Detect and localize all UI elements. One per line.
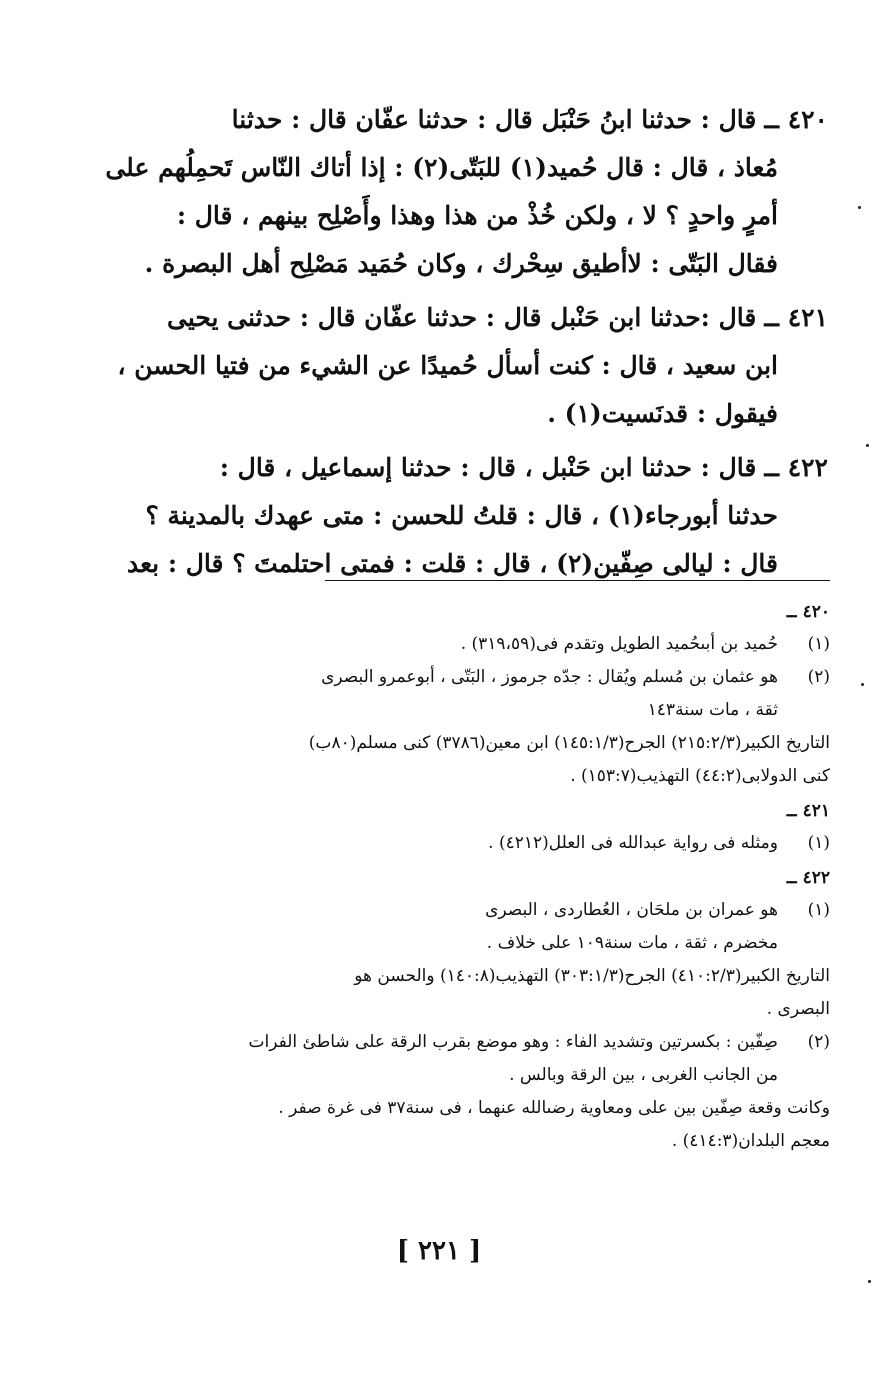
footnote-line: وكانت وقعة صِفّين بين على ومعاوية رضىالله عنهما ، فى سنة٣٧ فى غرة صفر . (278, 1098, 830, 1118)
footnote-heading: ٤٢٢ ــ (786, 868, 830, 888)
scan-speck (861, 683, 864, 686)
footnote-continuation (145, 727, 830, 793)
footnote-divider (325, 580, 830, 581)
text-line: حدثنا أبورجاء(١) ، قال : قلتُ للحسن : متى عهدك بالمدينة ؟ (145, 501, 778, 530)
footnote-heading: ٤٢١ ــ (786, 801, 830, 821)
text-line (145, 96, 828, 144)
footnote-body (145, 727, 830, 793)
text-line: مُعاذ ، قال : قال حُميد(١) للبَتّى(٢) : إذا أتاك النّاس تَحمِلُهم على (105, 153, 778, 182)
text-line (145, 294, 828, 342)
footnote-body (145, 960, 830, 1026)
text-line: قال : ليالى صِفّين(٢) ، قال : قلت : فمتى احتلمتَ ؟ قال : بعد (126, 549, 778, 578)
line-text: قال : حدثنا ابن حَنْبل ، قال : حدثنا إسماعيل ، قال : (219, 453, 757, 482)
text-line (145, 444, 828, 492)
entry-number: ٤٢٠ ــ (764, 105, 828, 134)
text-line: أمرٍ واحدٍ ؟ لا ، ولكن خُذْ من هذا وهذا وأَصْلِح بينهم ، قال : (176, 201, 778, 230)
entry-422 (126, 444, 828, 588)
footnote-body (145, 827, 778, 860)
footnote-continuation (145, 960, 830, 1026)
footnote-line: ثقة ، مات سنة١٤٣ (647, 700, 778, 720)
text-line: ابن سعيد ، قال : كنت أسأل حُميدًا عن الشيء من فتيا الحسن ، (117, 351, 778, 380)
footnote-mark: (٢) (807, 1032, 830, 1052)
footnote (145, 661, 830, 727)
scan-speck (868, 1280, 871, 1283)
footnote-group-421 (145, 795, 830, 860)
line-text: قال : حدثنا ابنُ حَنْبَل قال : حدثنا عفّان قال : حدثنا (231, 105, 757, 134)
footnote-line: صِفّين : بكسرتين وتشديد الفاء : وهو موضع بقرب الرقة على شاطئ الفرات (248, 1032, 778, 1052)
page-number: [ ٢٢١ ] (396, 1236, 482, 1266)
footnote-line: ومثله فى رواية عبدالله فى العلل(٤٢١٢) . (488, 833, 778, 853)
scan-speck (858, 206, 861, 209)
footnote (145, 628, 830, 661)
footnote-line: هو عثمان بن مُسلم ويُقال : جدّه جرموز ، البَتّى ، أبوعمرو البصرى (321, 667, 778, 687)
main-text (105, 96, 828, 594)
footnote-line: التاريخ الكبير(٤١٠:٢/٣) الجرح(٣٠٣:١/٣) التهذيب(١٤٠:٨) والحسن هو (354, 966, 830, 986)
footnote-group-420 (145, 596, 830, 793)
footnote (145, 894, 830, 960)
footnote-line: التاريخ الكبير(٢١٥:٢/٣) الجرح(١٤٥:١/٣) ابن معين(٣٧٨٦) كنى مسلم(٨٠ب) (308, 733, 830, 753)
footnote-line: حُميد بن أبىحُميد الطويل وتقدم فى(٣١٩،٥٩) . (460, 634, 778, 654)
footnote-body (145, 1092, 830, 1158)
footnote-mark: (٢) (807, 667, 830, 687)
footnote-line: البصرى . (766, 999, 830, 1019)
footnote-group-422 (145, 862, 830, 1158)
footnote-heading: ٤٢٠ ــ (786, 602, 830, 622)
footnote-body (145, 628, 778, 661)
footnote-mark: (١) (807, 833, 830, 853)
text-line: فقال البَتّى : لاأطيق سِحْرك ، وكان حُمَيد مَصْلِح أهل البصرة . (144, 249, 778, 278)
footnote (145, 827, 830, 860)
entry-420 (105, 96, 828, 288)
footnote-continuation (145, 1092, 830, 1158)
footnote-line: معجم البلدان(٤١٤:٣) . (671, 1131, 830, 1151)
footnote-line: كنى الدولابى(٤٤:٢) التهذيب(١٥٣:٧) . (570, 766, 830, 786)
footnote-line: مخضرم ، ثقة ، مات سنة١٠٩ على خلاف . (486, 933, 778, 953)
footnote-body (145, 661, 778, 727)
footnote-line: من الجانب الغربى ، بين الرقة وبالس . (509, 1065, 778, 1085)
footnotes (145, 596, 830, 1160)
line-text: قال :حدثنا ابن حَنْبل قال : حدثنا عفّان قال : حدثنى يحيى (166, 303, 757, 332)
text-line: فيقول : قدنَسيت(١) . (547, 399, 778, 428)
entry-number: ٤٢١ ــ (764, 303, 828, 332)
entry-number: ٤٢٢ ــ (764, 453, 828, 482)
footnote-mark: (١) (807, 634, 830, 654)
footnote (145, 1026, 830, 1092)
entry-421 (117, 294, 828, 438)
footnote-mark: (١) (807, 900, 830, 920)
scan-speck (866, 444, 869, 447)
footnote-line: هو عمران بن ملحَان ، العُطاردى ، البصرى (485, 900, 778, 920)
footnote-body (145, 1026, 778, 1092)
footnote-body (145, 894, 778, 960)
